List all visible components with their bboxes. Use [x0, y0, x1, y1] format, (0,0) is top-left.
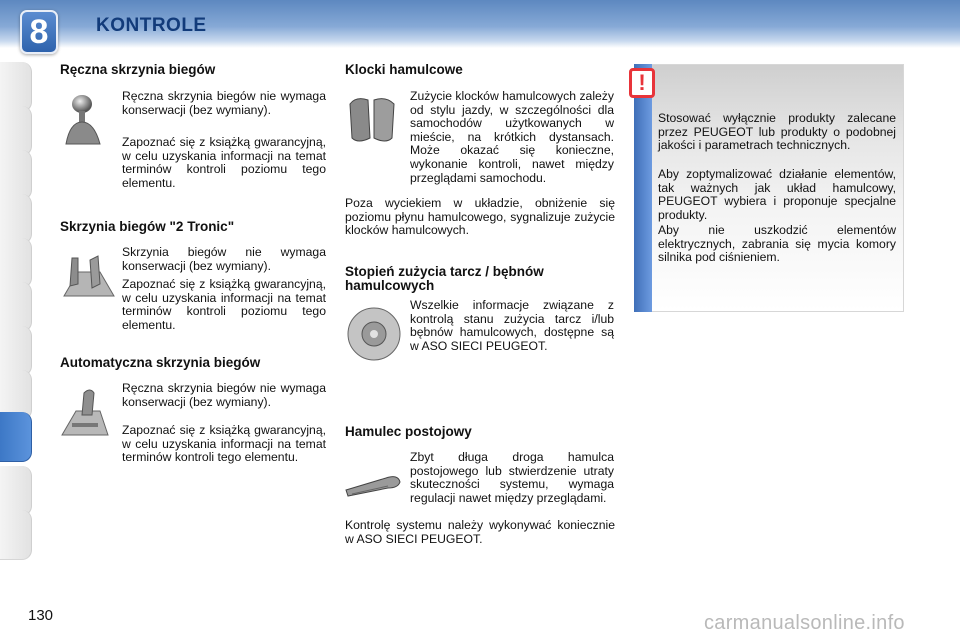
gear-lever-icon	[60, 92, 106, 148]
chapter-tab[interactable]	[0, 326, 32, 376]
note-text-1: Stosować wyłącznie produkty zalecane przez PEUGEOT lub produkty o podobnej jakości i parametrach technicznych.	[658, 111, 896, 153]
chapter-number-badge: 8	[20, 10, 58, 54]
section-title-brake-pads: Klocki hamulcowe	[345, 62, 463, 77]
chapter-tab[interactable]	[0, 510, 32, 560]
automatic-gearbox-text-1: Ręczna skrzynia biegów nie wymaga konserwacji (bez wymiany).	[122, 381, 326, 409]
chapter-tab[interactable]	[0, 282, 32, 332]
chapter-tab-active[interactable]	[0, 412, 32, 462]
section-title-manual-gearbox: Ręczna skrzynia biegów	[60, 62, 216, 77]
automatic-selector-icon	[60, 385, 110, 439]
chapter-tab[interactable]	[0, 466, 32, 516]
tronic-gearbox-text-1: Skrzynia biegów nie wymaga konserwacji (bez wymiany).	[122, 245, 326, 273]
note-text-2: Aby zoptymalizować działanie elementów, tak ważnych jak układ hamulcowy, PEUGEOT wybiera i proponuje specjalne produkty.	[658, 167, 896, 222]
chapter-tab[interactable]	[0, 62, 32, 112]
brake-pads-text-2: Poza wyciekiem w układzie, obniżenie się poziomu płynu hamulcowego, sygnalizuje zużycie klocków hamulcowych.	[345, 196, 615, 238]
note-text-3: Aby nie uszkodzić elementów elektrycznych, zabrania się mycia komory silnika pod ciśnieniem.	[658, 223, 896, 265]
page-number: 130	[28, 607, 54, 624]
chapter-tab[interactable]	[0, 194, 32, 244]
tronic-gearbox-text-2: Zapoznać się z książką gwarancyjną, w celu uzyskania informacji na temat terminów kontroli poziomu tego elementu.	[122, 277, 326, 332]
section-title-disc-wear-line2: hamulcowych	[345, 278, 435, 293]
manual-gearbox-text-2: Zapoznać się z książką gwarancyjną, w celu uzyskania informacji na temat terminów kontroli poziomu tego elementu.	[122, 135, 326, 190]
section-title-tronic-gearbox: Skrzynia biegów "2 Tronic"	[60, 219, 235, 234]
watermark: carmanualsonline.info	[704, 612, 905, 634]
chapter-tab[interactable]	[0, 106, 32, 156]
parking-brake-text-1: Zbyt długa droga hamulca postojowego lub stwierdzenie utraty skuteczności systemu, wymaga regulacji nawet między przeglądami.	[410, 450, 614, 505]
parking-brake-lever-icon	[344, 468, 402, 498]
brake-pads-icon	[346, 94, 398, 146]
chapter-tab[interactable]	[0, 150, 32, 200]
section-title-disc-wear: Stopień zużycia tarcz / bębnów	[345, 264, 544, 279]
manual-gearbox-text-1: Ręczna skrzynia biegów nie wymaga konserwacji (bez wymiany).	[122, 89, 326, 117]
chapter-title: KONTROLE	[96, 15, 207, 36]
parking-brake-text-2: Kontrolę systemu należy wykonywać koniecznie w ASO SIECI PEUGEOT.	[345, 518, 615, 546]
automatic-gearbox-text-2: Zapoznać się z książką gwarancyjną, w celu uzyskania informacji na temat terminów kontroli tego elementu.	[122, 423, 326, 465]
warning-icon: !	[629, 68, 655, 98]
disc-wear-text-1: Wszelkie informacje związane z kontrolą stanu zużycia tarcz i/lub bębnów hamulcowych, dostępne są w ASO SIECI PEUGEOT.	[410, 298, 614, 353]
chapter-tab[interactable]	[0, 238, 32, 288]
tronic-selector-icon	[60, 250, 116, 300]
brake-pads-text-1: Zużycie klocków hamulcowych zależy od stylu jazdy, w szczególności dla samochodów użytkowanych w mieście, na krótkich dystansach. Może okazać się konieczne, wykonanie kontroli, nawet między przeglądami samochodu.	[410, 89, 614, 185]
section-title-automatic-gearbox: Automatyczna skrzynia biegów	[60, 355, 261, 370]
note-strip	[634, 64, 652, 312]
brake-disc-icon	[346, 306, 402, 362]
chapter-tabs	[0, 62, 34, 576]
section-title-parking-brake: Hamulec postojowy	[345, 424, 472, 439]
